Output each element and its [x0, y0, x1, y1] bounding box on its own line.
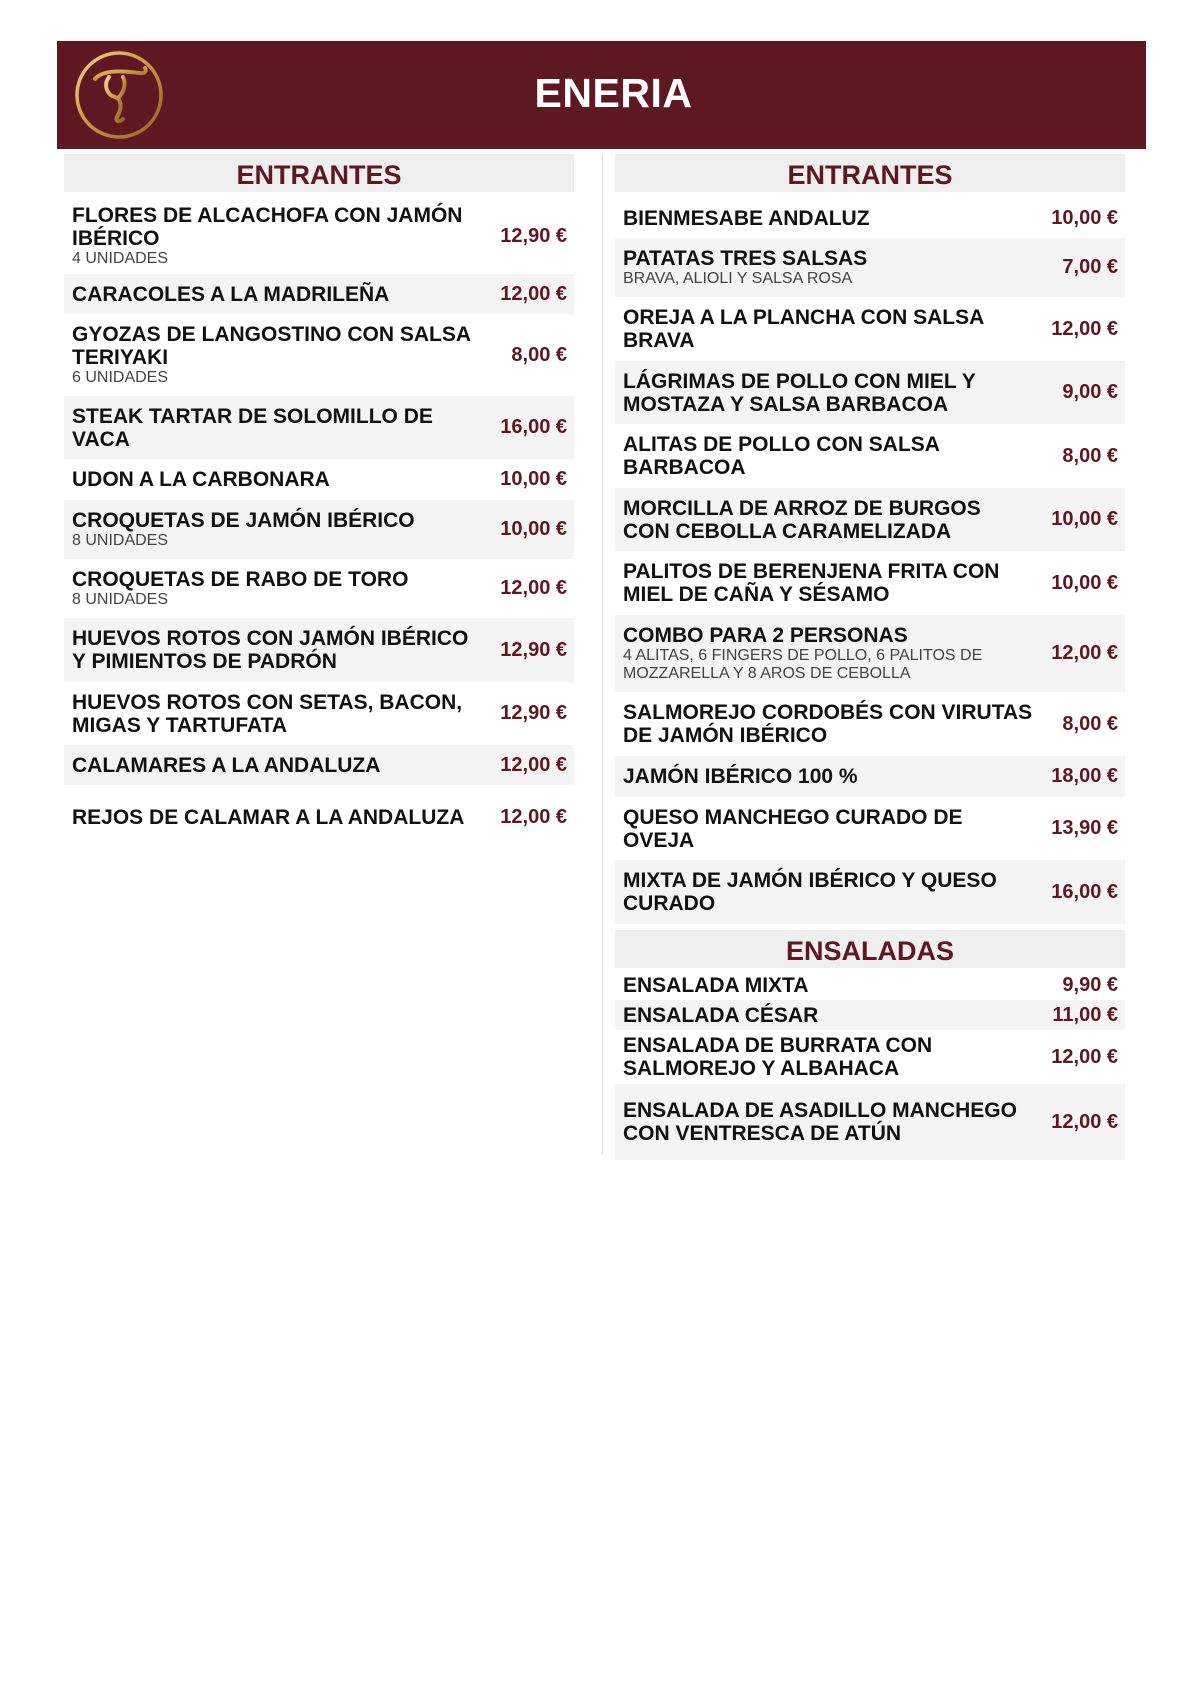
item-price: 12,00 € — [1051, 317, 1118, 340]
page-title: ENERIA — [534, 70, 693, 116]
item-price: 12,00 € — [1051, 642, 1118, 664]
item-price: 11,00 € — [1052, 1003, 1118, 1026]
item-price: 8,00 € — [1062, 712, 1118, 735]
section-title-entrantes: ENTRANTES — [64, 154, 574, 192]
item-price: 16,00 € — [500, 416, 567, 438]
menu-item — [615, 424, 1125, 488]
item-price: 10,00 € — [1051, 571, 1118, 594]
item-name: ALITAS DE POLLO CON SALSA BARBACOA — [623, 433, 940, 479]
menu-item — [615, 860, 1125, 924]
item-price: 9,90 € — [1062, 973, 1118, 996]
menu-item — [615, 297, 1125, 361]
item-name: COMBO PARA 2 PERSONAS — [623, 624, 908, 647]
menu-item — [64, 618, 574, 682]
item-price: 8,00 € — [1062, 444, 1118, 467]
item-name: QUESO MANCHEGO CURADO DE OVEJA — [623, 805, 963, 852]
item-name: STEAK TARTAR DE SOLOMILLO DE VACA — [72, 404, 433, 451]
section-title-ensaladas: ENSALADAS — [615, 930, 1125, 968]
item-name: BIENMESABE ANDALUZ — [623, 206, 870, 230]
menu-item — [64, 559, 574, 618]
item-name: GYOZAS DE LANGOSTINO CON SALSA TERIYAKI — [72, 323, 471, 369]
item-price: 12,00 € — [1051, 1045, 1118, 1068]
menu-item — [64, 314, 574, 396]
item-desc: 6 UNIDADES — [72, 369, 169, 386]
item-name: SALMOREJO CORDOBÉS CON VIRUTAS DE JAMÓN IBÉRICO — [623, 701, 1033, 747]
menu-item — [615, 970, 1125, 1000]
menu-item — [64, 500, 574, 559]
item-price: 12,00 € — [500, 577, 567, 599]
item-price: 12,00 € — [1051, 1110, 1118, 1133]
item-name: MORCILLA DE ARROZ DE BURGOS CON CEBOLLA CARAMELIZADA — [623, 496, 981, 543]
menu-item — [615, 238, 1125, 297]
item-price: 18,00 € — [1051, 765, 1118, 787]
item-name: ENSALADA DE ASADILLO MANCHEGO CON VENTRESCA DE ATÚN — [623, 1099, 1017, 1145]
menu-item — [615, 615, 1125, 692]
item-price: 12,90 € — [500, 638, 567, 661]
menu-item — [615, 551, 1125, 615]
menu-item — [615, 361, 1125, 424]
menu-item — [615, 1084, 1125, 1160]
menu-item — [64, 785, 574, 849]
menu-item — [64, 745, 574, 785]
item-price: 16,00 € — [1051, 880, 1118, 903]
item-price: 10,00 € — [500, 518, 567, 540]
item-name: UDON A LA CARBONARA — [72, 468, 330, 491]
menu-item — [64, 274, 574, 314]
menu-item — [64, 198, 574, 274]
item-desc: 8 UNIDADES — [72, 591, 169, 608]
menu-item — [64, 682, 574, 745]
item-name: FLORES DE ALCACHOFA CON JAMÓN IBÉRICO — [72, 204, 463, 250]
item-price: 10,00 € — [500, 468, 567, 490]
menu-item — [615, 1030, 1125, 1084]
item-name: PATATAS TRES SALSAS — [623, 247, 868, 270]
item-name: CALAMARES A LA ANDALUZA — [72, 753, 381, 777]
menu-item — [615, 692, 1125, 756]
item-price: 13,90 € — [1051, 817, 1118, 839]
item-desc: BRAVA, ALIOLI Y SALSA ROSA — [623, 270, 853, 287]
menu-item — [615, 488, 1125, 551]
item-price: 12,00 € — [500, 753, 567, 776]
menu-item — [615, 756, 1125, 797]
item-name: CROQUETAS DE RABO DE TORO — [72, 568, 409, 591]
item-name: HUEVOS ROTOS CON SETAS, BACON, MIGAS Y TARTUFATA — [72, 690, 463, 737]
item-name: ENSALADA DE BURRATA CON SALMOREJO Y ALBAHACA — [623, 1034, 933, 1080]
item-price: 12,90 € — [500, 224, 567, 247]
left-column — [64, 154, 574, 849]
item-price: 9,00 € — [1062, 381, 1118, 403]
section-title-entrantes: ENTRANTES — [615, 154, 1125, 192]
item-price: 10,00 € — [1051, 508, 1118, 530]
item-name: CROQUETAS DE JAMÓN IBÉRICO — [72, 509, 415, 532]
item-name: ENSALADA MIXTA — [623, 973, 809, 997]
item-name: JAMÓN IBÉRICO 100 % — [623, 765, 858, 788]
item-price: 8,00 € — [511, 343, 567, 366]
item-desc: 4 UNIDADES — [72, 250, 169, 267]
item-name: PALITOS DE BERENJENA FRITA CON MIEL DE CAÑA Y SÉSAMO — [623, 560, 1000, 606]
item-desc: 4 ALITAS, 6 FINGERS DE POLLO, 6 PALITOS DE MOZZARELLA Y 8 AROS DE CEBOLLA — [623, 647, 983, 682]
item-name: HUEVOS ROTOS CON JAMÓN IBÉRICO Y PIMIENTOS DE PADRÓN — [72, 627, 469, 673]
right-column — [615, 154, 1125, 1160]
item-name: LÁGRIMAS DE POLLO CON MIEL Y MOSTAZA Y SALSA BARBACOA — [623, 369, 976, 416]
item-price: 10,00 € — [1051, 206, 1118, 229]
item-price: 12,00 € — [500, 805, 567, 828]
column-divider — [602, 154, 603, 1154]
menu-item — [615, 198, 1125, 238]
menu-item — [64, 459, 574, 500]
item-name: CARACOLES A LA MADRILEÑA — [72, 282, 390, 306]
item-name: MIXTA DE JAMÓN IBÉRICO Y QUESO CURADO — [623, 869, 997, 915]
menu-item — [615, 1000, 1125, 1030]
item-name: OREJA A LA PLANCHA CON SALSA BRAVA — [623, 306, 984, 352]
item-desc: 8 UNIDADES — [72, 532, 169, 549]
header-banner — [57, 41, 1146, 149]
item-price: 12,00 € — [500, 282, 567, 305]
menu-item — [64, 396, 574, 459]
menu-item — [615, 797, 1125, 860]
item-name: REJOS DE CALAMAR A LA ANDALUZA — [72, 805, 465, 829]
item-name: ENSALADA CÉSAR — [623, 1003, 819, 1027]
item-price: 7,00 € — [1062, 256, 1118, 278]
item-price: 12,90 € — [500, 702, 567, 724]
